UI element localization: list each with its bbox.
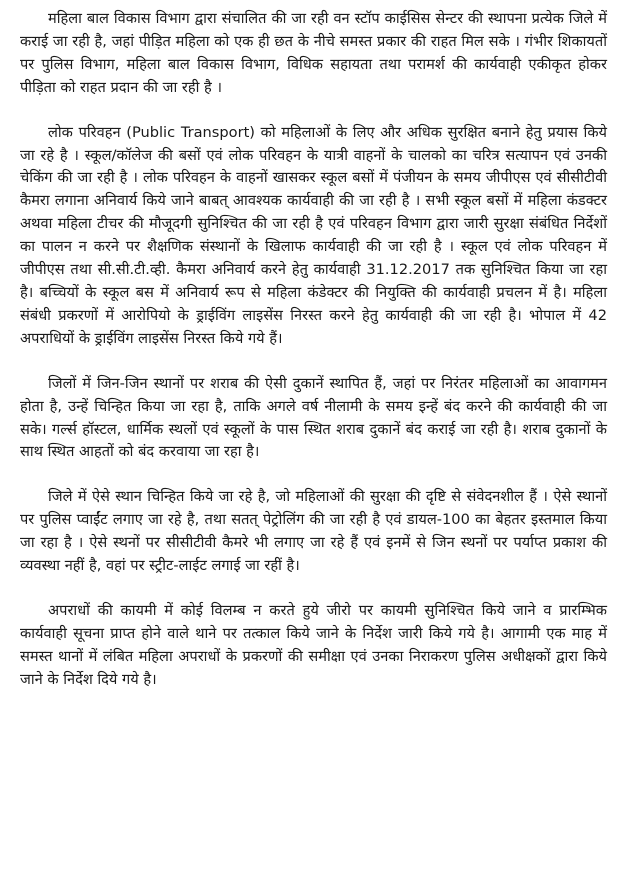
paragraph-one-stop-crisis-center: महिला बाल विकास विभाग द्वारा संचालित की जा रही वन स्टॉप काईसिस सेन्टर की स्थापना प्रत्येक जिले में कराई जा रही है, जहां पीड़ित महिला को एक ही छत के नीचे समस्त प्रकार की राहत मिल सके । गंभीर शिकायतों पर पुलिस विभाग, महिला बाल विकास विभाग, विधिक सहायता तथा परामर्श की कार्यवाही एकीकृत होकर पीड़िता को राहत प्रदान की जा रही है । (20, 10, 607, 96)
paragraph-gap (20, 100, 607, 122)
paragraph-gap (20, 578, 607, 600)
paragraph-gap (20, 464, 607, 486)
paragraph-liquor-shops: जिलों में जिन-जिन स्थानों पर शराब की ऐसी दुकानें स्थापित हैं, जहां पर निरंतर महिलाओं का आवागमन होता है, उन्हें चिन्हित किया जा रहा है, ताकि अगले वर्ष नीलामी के समय इन्हें बंद करने की कार्यवाही की जा सके। गर्ल्स हॉस्टल, धार्मिक स्थलों एवं स्कूलों के पास स्थित शराब दुकानें बंद कराई जा रही है। शराब दुकानों के साथ स्थित आहतों को बंद करवाया जा रहा है। (20, 374, 607, 461)
paragraph-gap (20, 351, 607, 373)
paragraph-zero-fir: अपराधों की कायमी में कोई विलम्ब न करते हुये जीरो पर कायमी सुनिश्चित किये जाने व प्रारम्भिक कार्यवाही सूचना प्राप्त होने वाले थाने पर तत्काल किये जाने के निर्देश जारी किये गये है। आगामी एक माह में समस्त थानों में लंबित महिला अपराधों के प्रकरणों की समीक्षा एवं उनका निराकरण पुलिस अधीक्षकों द्वारा किये जाने के निर्देश दिये गये है। (20, 601, 607, 688)
paragraph-public-transport: लोक परिवहन (Public Transport) को महिलाओं के लिए और अधिक सुरक्षित बनाने हेतु प्रयास किये जा रहे है । स्कूल/कॉलेज की बसों एवं लोक परिवहन के यात्री वाहनों के चालको का चरित्र सत्यापन एवं उनकी चेकिंग की जा रही है । लोक परिवहन के वाहनों खासकर स्कूल बसों में पंजीयन के समय जीपीएस एवं सीसीटीवी कैमरा लगाना अनिवार्य किये जाने बाबत् आवश्यक कार्यवाही की जा रही है । सभी स्कूल बसों में महिला कंडक्टर अथवा महिला टीचर की मौजूदगी सुनिश्चित की जा रही है एवं परिवहन विभाग द्वारा जारी सुरक्षा संबंधित निर्देशों का पालन न करने पर शैक्षणिक संस्थानों के खिलाफ कार्यवाही की जा रही है । स्कूल एवं लोक परिवहन में जीपीएस तथा सी.सी.टी.व्ही. कैमरा अनिवार्य करने हेतु कार्यवाही 31.12.2017 तक सुनिश्चित किया जा रहा है। बच्चियों के स्कूल बस में अनिवार्य रूप से महिला कंडेक्टर की नियुक्ति की कार्यवाही प्रचलन में है। महिला संबंधी प्रकरणों में आरोपियो के ड्राईविंग लाइसेंस निरस्त करने हेतु कार्यवाही की जा रही है। भोपाल में 42 अपराधियों के ड्राईविंग लाइसेंस निरस्त किये गये हैं। (20, 123, 607, 347)
paragraph-sensitive-places: जिले में ऐसे स्थान चिन्हित किये जा रहे है, जो महिलाओं की सुरक्षा की दृष्टि से संवेदनशील हैं । ऐसे स्थानों पर पुलिस प्वाईंट लगाए जा रहे है, तथा सतत् पेट्रोलिंग की जा रही है एवं डायल-100 का बेहतर इस्तमाल किया जा रहा है । ऐसे स्थनों पर सीसीटीवी कैमरे भी लगाए जा रहे हैं एवं इनमें से जिन स्थनों पर पर्याप्त प्रकाश की व्यवस्था नहीं है, वहां पर स्ट्रीट-लाईट लगाई जा रहीं है। (20, 488, 607, 575)
